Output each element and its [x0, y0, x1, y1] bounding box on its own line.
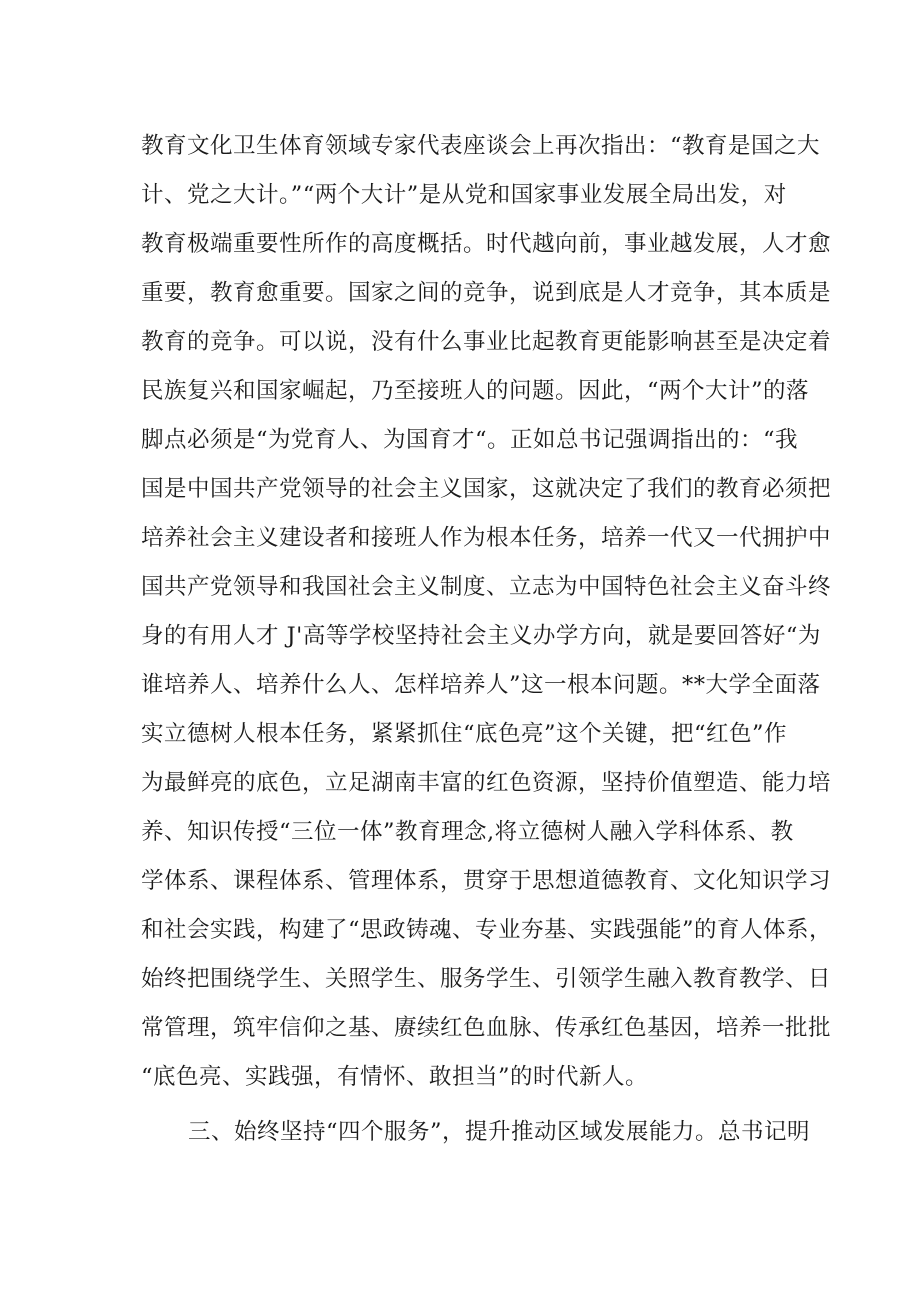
text-line: 培养社会主义建设者和接班人作为根本任务，培养一代又一代拥护中 — [141, 525, 832, 551]
section-heading-line: 三、始终坚持“四个服务”，提升推动区域发展能力。总书记明 — [188, 1119, 811, 1145]
text-line: 实立德树人根本任务，紧紧抓住“底色亮”这个关键，把“红色”作 — [141, 721, 788, 747]
text-line: 重要，教育愈重要。国家之间的竞争，说到底是人才竞争，其本质是 — [141, 280, 832, 306]
text-line: 学体系、课程体系、管理体系，贯穿于思想道德教育、文化知识学习 — [141, 868, 832, 894]
text-line: 国是中国共产党领导的社会主义国家，这就决定了我们的教育必须把 — [141, 476, 832, 502]
text-line: 和社会实践，构建了“思政铸魂、专业夯基、实践强能”的育人体系， — [141, 917, 833, 943]
text-line: “底色亮、实践强，有情怀、敢担当”的时代新人。 — [141, 1064, 649, 1090]
text-line: 谁培养人、培养什么人、怎样培养人”这一根本问题。**大学全面落 — [141, 672, 821, 698]
text-line: 教育极端重要性所作的高度概括。时代越向前，事业越发展，人才愈 — [141, 231, 832, 257]
text-line: 计、党之大计。”“两个大计”是从党和国家事业发展全局出发，对 — [141, 182, 787, 208]
text-line: 脚点必须是“为党育人、为国育才“。正如总书记强调指出的：“我 — [141, 427, 799, 453]
text-line: 养、知识传授“三位一体”教育理念,将立德树人融入学科体系、教 — [141, 819, 794, 845]
text-line: 为最鲜亮的底色，立足湖南丰富的红色资源，坚持价值塑造、能力培 — [141, 770, 832, 796]
text-line: 教育文化卫生体育领域专家代表座谈会上再次指出：“教育是国之大 — [141, 133, 821, 159]
text-line: 身的有用人才 J'高等学校坚持社会主义办学方向，就是要回答好“为 — [141, 623, 821, 649]
text-line: 国共产党领导和我国社会主义制度、立志为中国特色社会主义奋斗终 — [141, 574, 832, 600]
text-line: 教育的竞争。可以说，没有什么事业比起教育更能影响甚至是决定着 — [141, 329, 832, 355]
text-line: 始终把围绕学生、关照学生、服务学生、引领学生融入教育教学、日 — [141, 966, 832, 992]
text-line: 民族复兴和国家崛起，乃至接班人的问题。因此，“两个大计”的落 — [141, 378, 810, 404]
text-line: 常管理，筑牢信仰之基、赓续红色血脉、传承红色基因，培养一批批 — [141, 1015, 832, 1041]
